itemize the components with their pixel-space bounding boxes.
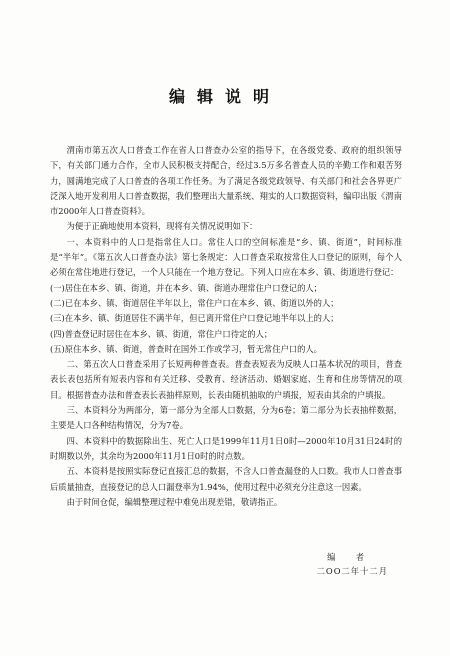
list-item-5: (五)原住本乡、镇、街道，普查时在国外工作或学习，暂无常住户口的人。 — [50, 343, 322, 354]
section-two-paragraph: 二、第五次人口普查采用了长短两种普查表。普查表短表为反映人口基本状况的项目，普查表长表包括所有短表内容和有关迁移、受教育、经济活动、婚姻家庭、生育和住房等情况的项目。根据普查办法和普查表长表抽样原则，长表由随机抽取的户填报，短表由其余的户填报。 — [50, 359, 402, 400]
list-item-4: (四)普查登记时居住在本乡、镇、街道，常住户口待定的人； — [50, 328, 273, 339]
document-body — [50, 143, 402, 510]
section-five-paragraph: 五、本资料是按照实际登记直接汇总的数据，不含人口普查漏登的人口数。我市人口普查事后质量抽查，直接登记的总人口漏登率为1.94%，使用过程中必须充分注意这一因素。 — [50, 466, 402, 492]
section-three-paragraph: 三、本资料分为两部分，第一部分为全部人口数据，分为6卷；第二部分为长表抽样数据，主要是人口各种结构情况，分为7卷。 — [50, 405, 402, 431]
document-title: 编辑说明 — [168, 87, 281, 106]
intro-paragraph: 渭南市第五次人口普查工作在省人口普查办公室的指导下，在各级党委、政府的组织领导下，有关部门通力合作，全市人民积极支持配合，经过3.5万多名普查人员的辛勤工作和艰苦努力，圆满地完成了人口普查的各项工作任务。为了满足各级党政领导、有关部门和社会各界更广泛深入地开发利用人口普查数据，我们整理出大量系统、翔实的人口数据资料，编印出版《渭南市2000年人口普查资料》。 — [50, 145, 402, 217]
section-one-paragraph: 一、本资料中的人口是指常住人口。常住人口的空间标准是“乡、镇、街道”，时间标准是“半年”。《第五次人口普查办法》第七条规定：人口普查采取按常住人口登记的原则，每个人必须在常住地进行登记，一个人只能在一个地方登记。下列人口应在本乡、镇、街道进行登记： — [50, 236, 402, 278]
list-item-3: (三)在本乡、镇、街道居住不满半年，但已离开常住户口登记地半年以上的人； — [50, 313, 339, 324]
closing-paragraph: 由于时间仓促，编辑整理过程中难免出现差错，敬请指正。 — [66, 496, 283, 507]
section-four-paragraph: 四、本资料中的数据除出生、死亡人口是1999年11月1日0时—2000年10月31日24时的时期数以外，其余均为2000年11月1日0时的时点数。 — [50, 435, 402, 461]
usage-note-paragraph: 为便于正确地使用本资料，现将有关情况说明如下： — [66, 221, 258, 232]
signoff-block — [317, 550, 388, 578]
signoff-date: 二OO二年十二月 — [316, 566, 388, 576]
editor-signature: 编 者 — [327, 552, 370, 562]
list-item-1: (一)居住在本乡、镇、街道，并在本乡、镇、街道办理常住户口登记的人； — [50, 282, 322, 293]
list-item-2: (二)已在本乡、镇、街道居住半年以上，常住户口在本乡、镇、街道以外的人； — [50, 297, 339, 308]
